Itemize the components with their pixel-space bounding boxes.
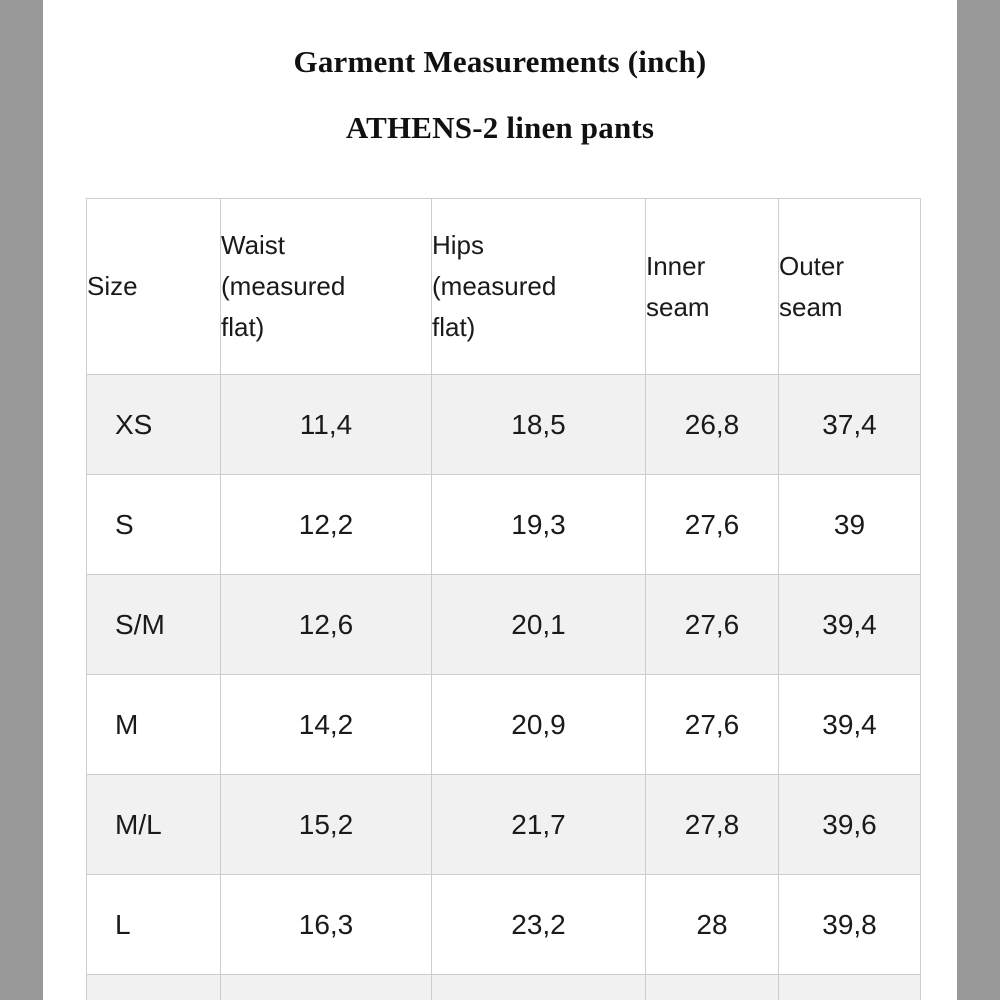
cell-waist <box>221 975 432 1000</box>
size-chart-container <box>86 198 920 1000</box>
cell-waist: 12,2 <box>221 475 432 575</box>
cell-inner-seam: 28 <box>646 875 779 975</box>
cell-outer-seam: 39,4 <box>779 575 921 675</box>
column-header-outer-seam-line2: seam <box>779 291 843 322</box>
table-header <box>87 199 921 375</box>
table-row <box>87 675 921 775</box>
column-header-hips <box>432 199 646 375</box>
cell-inner-seam: 27,6 <box>646 475 779 575</box>
cell-hips: 21,7 <box>432 775 646 875</box>
cell-outer-seam: 39,6 <box>779 775 921 875</box>
document-page <box>43 0 957 1000</box>
cell-hips <box>432 975 646 1000</box>
cell-waist: 16,3 <box>221 875 432 975</box>
cell-waist: 12,6 <box>221 575 432 675</box>
table-row <box>87 775 921 875</box>
column-header-inner-seam <box>646 199 779 375</box>
table-row <box>87 375 921 475</box>
cell-hips: 20,1 <box>432 575 646 675</box>
page-subtitle: ATHENS-2 linen pants <box>345 110 655 145</box>
cell-waist: 14,2 <box>221 675 432 775</box>
column-header-hips-line1: Hips <box>432 230 485 260</box>
page-heading-block <box>43 0 957 148</box>
column-header-waist-line2: (measured <box>221 271 346 301</box>
cell-inner-seam: 26,8 <box>646 375 779 475</box>
column-header-size-line1: Size <box>87 271 138 301</box>
cell-outer-seam <box>779 975 921 1000</box>
right-gutter-bar <box>957 0 1000 1000</box>
table-row <box>87 875 921 975</box>
cell-size: S <box>87 475 221 575</box>
column-header-waist <box>221 199 432 375</box>
cell-inner-seam: 27,6 <box>646 575 779 675</box>
cell-size: XS <box>87 375 221 475</box>
column-header-waist-line1: Waist <box>221 230 286 260</box>
cell-outer-seam: 39,8 <box>779 875 921 975</box>
table-body <box>87 375 921 1000</box>
column-header-inner-seam-line1: Inner <box>646 250 706 281</box>
cell-hips: 20,9 <box>432 675 646 775</box>
cell-inner-seam <box>646 975 779 1000</box>
left-gutter-bar <box>0 0 43 1000</box>
column-header-hips-line2: (measured <box>432 271 557 301</box>
cell-size: L <box>87 875 221 975</box>
table-row <box>87 475 921 575</box>
cell-waist: 11,4 <box>221 375 432 475</box>
table-header-row <box>87 199 921 375</box>
table-row-partial <box>87 975 921 1000</box>
cell-hips: 18,5 <box>432 375 646 475</box>
column-header-outer-seam-line1: Outer <box>779 250 845 281</box>
cell-outer-seam: 39,4 <box>779 675 921 775</box>
cell-inner-seam: 27,6 <box>646 675 779 775</box>
cell-size: M/L <box>87 775 221 875</box>
cell-size: M <box>87 675 221 775</box>
cell-hips: 23,2 <box>432 875 646 975</box>
cell-outer-seam: 39 <box>779 475 921 575</box>
column-header-outer-seam <box>779 199 921 375</box>
size-chart-table <box>86 198 921 1000</box>
column-header-hips-line3: flat) <box>432 312 476 342</box>
column-header-waist-line3: flat) <box>221 312 265 342</box>
table-row <box>87 575 921 675</box>
page-title: Garment Measurements (inch) <box>293 44 707 79</box>
cell-size <box>87 975 221 1000</box>
column-header-size <box>87 199 221 375</box>
column-header-inner-seam-line2: seam <box>646 291 710 322</box>
cell-waist: 15,2 <box>221 775 432 875</box>
cell-inner-seam: 27,8 <box>646 775 779 875</box>
cell-size: S/M <box>87 575 221 675</box>
cell-hips: 19,3 <box>432 475 646 575</box>
cell-outer-seam: 37,4 <box>779 375 921 475</box>
